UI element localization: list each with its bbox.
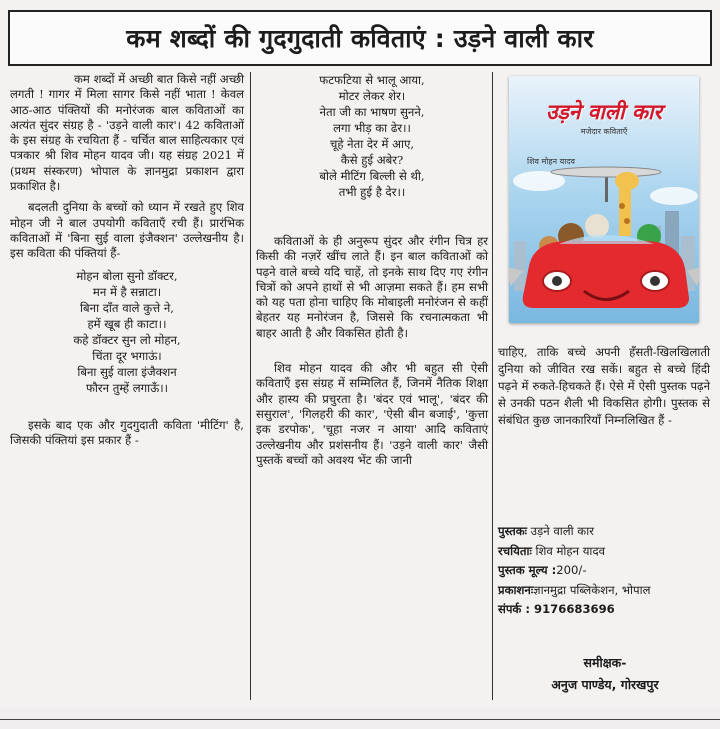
- col2-paragraph-2: शिव मोहन यादव की और भी बहुत सी ऐसी कविताएँ इस संग्रह में सम्मिलित हैं, जिनमें नैतिक शिक्षा और हास्य की प्रचुरता है। 'बंदर एवं भालू', 'बंदर की ससुराल', 'गिलहरी की कार', 'ऐसी बीन बजाई', 'कुत्ता इक डरपोक', 'चूहा नजर न आया' आदि कविताएं उल्लेखनीय और प्रशंसनीय हैं। 'उड़ने वाली कार' जैसी पुस्तकें बच्चों को अवश्य भेंट की जानी: [256, 361, 488, 467]
- poem-line: मन में है सन्नाटा।: [92, 284, 162, 299]
- col3-paragraph-1: चाहिए, ताकि बच्चे अपनी हँसती-खिलखिलाती दुनिया को जीवित रख सकें। बहुत से बच्चे हिंदी पढ़ने में रुकते-हिचकते हैं। ऐसे में ऐसी पुस्तक पढ़ने से उनकी पठन शैली भी विकसित होगी। पुस्तक से संबंधित कुछ जानकारियाँ निम्नलिखित हैं -: [498, 345, 710, 427]
- detail-book-value: उड़ने वाली कार: [526, 524, 594, 538]
- poem-line: चूहे नेता देर में आए,: [329, 137, 415, 151]
- detail-publisher-value: ज्ञानमुद्रा पब्लिकेशन, भोपाल: [533, 582, 651, 597]
- book-details: [498, 522, 712, 620]
- col2-paragraph-1: कविताओं के ही अनुरूप सुंदर और रंगीन चित्र हर किसी की नज़रें खींच लाते हैं। इन बाल कविताओं को पढ़ने वाले बच्चे यदि चाहें, तो इनके साथ दिए गए रंगीन चित्रों को अपने हाथों से भी आज़मा सकते हैं। हम सभी को यह पता होना चाहिए कि मोबाइली मनोरंजन से कहीं बेहतर यह मनोरंजन है, जिससे कि रचनात्मकता भी बाहर आती है और विकसित होती है।: [256, 234, 488, 340]
- detail-book-label: पुस्तकः: [498, 524, 527, 538]
- detail-author-value: शिव मोहन यादव: [531, 543, 606, 558]
- reviewer-block: [498, 652, 712, 696]
- poem-line: हमें खूब ही काटा।।: [87, 316, 167, 331]
- poem-line: मोहन बोला सुनो डॉक्टर,: [76, 268, 178, 283]
- poem-meeting: [256, 72, 488, 200]
- poem-line: तभी हुई है देर।।: [338, 185, 406, 199]
- detail-price-label: पुस्तक मूल्य :: [498, 563, 557, 578]
- footer-rule: [0, 719, 720, 720]
- detail-contact: [498, 600, 712, 620]
- detail-publisher-label: प्रकाशनः: [498, 582, 534, 597]
- cover-title: उड़ने वाली कार: [546, 100, 662, 124]
- detail-author-label: रचयिताः: [498, 543, 532, 558]
- poem-line: कहे डॉक्टर सुन लो मोहन,: [73, 332, 181, 347]
- column-divider-1: [250, 72, 251, 700]
- detail-price: [498, 561, 712, 581]
- cover-subtitle: मजेदार कविताएँ: [580, 127, 628, 136]
- poem-line: फौरन तुम्हें लगाऊँ।।: [85, 380, 169, 395]
- book-cover-image: [509, 76, 699, 323]
- column-2: [256, 72, 488, 474]
- detail-contact-value: 9176683696: [534, 602, 615, 617]
- reviewer-name: अनुज पाण्डेय, गोरखपुर: [551, 677, 659, 692]
- poem-injection: [10, 268, 244, 396]
- detail-book: [498, 522, 712, 542]
- headline: [8, 10, 712, 66]
- poem-line: कैसे हुई अबेर?: [340, 153, 404, 167]
- poem-line: मोटर लेकर शेर।: [338, 89, 406, 103]
- col1-paragraph-1: कम शब्दों में अच्छी बात किसे नहीं अच्छी लगती ! गागर में मिला सागर किसे नहीं भाता ! केवल आठ-आठ पंक्तियों की मनोरंजक बाल कविताओं का अत्यंत सुंदर संग्रह है - 'उड़ने वाली कार'। 42 कविताओं के इस संग्रह के रचयिता हैं - चर्चित बाल साहित्यकार एवं पत्रकार श्री शिव मोहन यादव जी। यह संग्रह 2021 में (प्रथम संस्करण) भोपाल के ज्ञानमुद्रा प्रकाशन द्वारा प्रकाशित है।: [10, 72, 244, 194]
- detail-author: [498, 542, 712, 562]
- poem-line: चिंता दूर भगाऊं।: [92, 348, 162, 363]
- poem-line: लगा भीड़ का ढेर।।: [333, 121, 411, 135]
- column-1: [10, 72, 244, 454]
- detail-contact-label: संपर्क :: [498, 602, 535, 617]
- poem-line: बिना दाँत वाले कुत्ते ने,: [80, 300, 174, 315]
- poem-line: फटफटिया से भालू आया,: [319, 73, 425, 87]
- column-divider-2: [492, 72, 493, 700]
- detail-price-value: 200/-: [556, 563, 587, 578]
- reviewer-label: समीक्षक-: [583, 655, 627, 670]
- col1-paragraph-2: बदलती दुनिया के बच्चों को ध्यान में रखते हुए शिव मोहन जी ने बाल उपयोगी कविताएँ रची हैं। प्रारंभिक कविताओं में 'बिना सुई वाला इंजैक्शन' उल्लेखनीय है। इस कविता की पंक्तियां हैं-: [10, 200, 244, 261]
- poem-line: नेता जी का भाषण सुनने,: [319, 105, 425, 119]
- page-footer: [0, 708, 720, 729]
- headline-text: कम शब्दों की गुदगुदाती कविताएं : उड़ने वाली कार: [126, 24, 594, 53]
- poem-line: बोले मीटिंग बिल्ली से थी,: [319, 169, 425, 183]
- detail-publisher: [498, 581, 712, 601]
- col1-paragraph-3: इसके बाद एक और गुदगुदाती कविता 'मीटिंग' है, जिसकी पंक्तियां इस प्रकार हैं -: [10, 417, 244, 447]
- cover-author: शिव मोहन यादव: [527, 157, 575, 166]
- poem-line: बिना सुई वाला इंजैक्शन: [77, 364, 177, 379]
